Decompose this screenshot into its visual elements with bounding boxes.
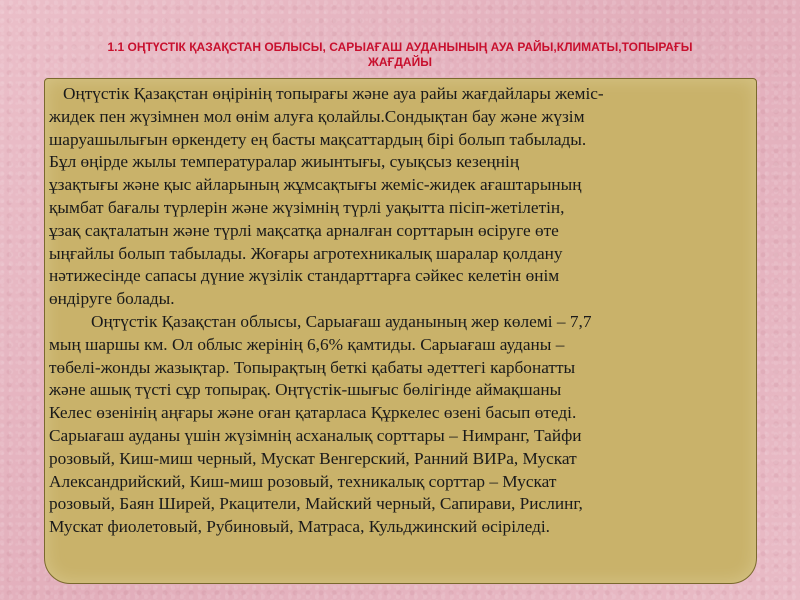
text-line: ыңғайлы болып табылады. Жоғары агротехникалық шаралар қолдану — [49, 243, 563, 263]
text-line: шаруашылығын өркендету ең басты мақсаттардың бірі болып табылады. — [49, 129, 587, 149]
slide-title-line-2: ЖАҒДАЙЫ — [368, 55, 432, 69]
text-line: жидек пен жүзімнен мол өнім алуға қолайлы.Сондықтан бау және жүзім — [49, 106, 585, 126]
content-box — [44, 78, 757, 584]
text-line: розовый, Баян Ширей, Ркацители, Майский черный, Сапирави, Рислинг, — [49, 494, 583, 514]
text-line: нәтижесінде сапасы дүние жүзілік стандарттарға сәйкес келетін өнім — [49, 266, 560, 286]
text-line: Келес өзенінің аңғары және оған қатарласа Құркелес өзені басып өтеді. — [49, 403, 577, 423]
text-line: Оңтүстік Қазақстан өңірінің топырағы және ауа райы жағдайлары жеміс- — [63, 84, 604, 103]
text-line: мың шаршы км. Ол облыс жерінің 6,6% қамтиды. Сарыағаш ауданы – — [49, 334, 565, 354]
text-line: өндіруге болады. — [49, 289, 175, 309]
slide-title — [40, 40, 760, 70]
text-line: Сарыағаш ауданы үшін жүзімнің асханалық сорттары – Нимранг, Тайфи — [49, 425, 582, 445]
body-text — [49, 83, 749, 539]
text-line: Александрийский, Киш-миш розовый, техникалық сорттар – Мускат — [49, 471, 557, 491]
slide-title-line-1: 1.1 ОҢТҮСТІК ҚАЗАҚСТАН ОБЛЫСЫ, САРЫАҒАШ АУДАНЫНЫҢ АУА РАЙЫ,КЛИМАТЫ,ТОПЫРАҒЫ — [107, 40, 693, 54]
text-line: қымбат бағалы түрлерін және жүзімнің түрлі уақытта пісіп-жетілетін, — [49, 197, 565, 217]
text-line: Оңтүстік Қазақстан облысы, Сарыағаш ауданының жер көлемі – 7,7 — [91, 311, 592, 331]
text-line: Мускат фиолетовый, Рубиновый, Матраса, Кульджинский өсіріледі. — [49, 517, 550, 537]
text-line: ұзақтығы және қыс айларының жұмсақтығы жеміс-жидек ағаштарының — [49, 175, 582, 195]
text-line: Бұл өңірде жылы температуралар жиынтығы, суықсыз кезеңнің — [49, 152, 520, 172]
text-line: ұзақ сақталатын және түрлі мақсатқа арналған сорттарын өсіруге өте — [49, 220, 559, 240]
text-line: және ашық түсті сұр топырақ. Оңтүстік-шығыс бөлігінде аймақшаны — [49, 380, 562, 400]
text-line: төбелі-жонды жазықтар. Топырақтың беткі қабаты әдеттегі карбонатты — [49, 357, 576, 377]
text-line: розовый, Киш-миш черный, Мускат Венгерский, Ранний ВИРа, Мускат — [49, 448, 577, 468]
